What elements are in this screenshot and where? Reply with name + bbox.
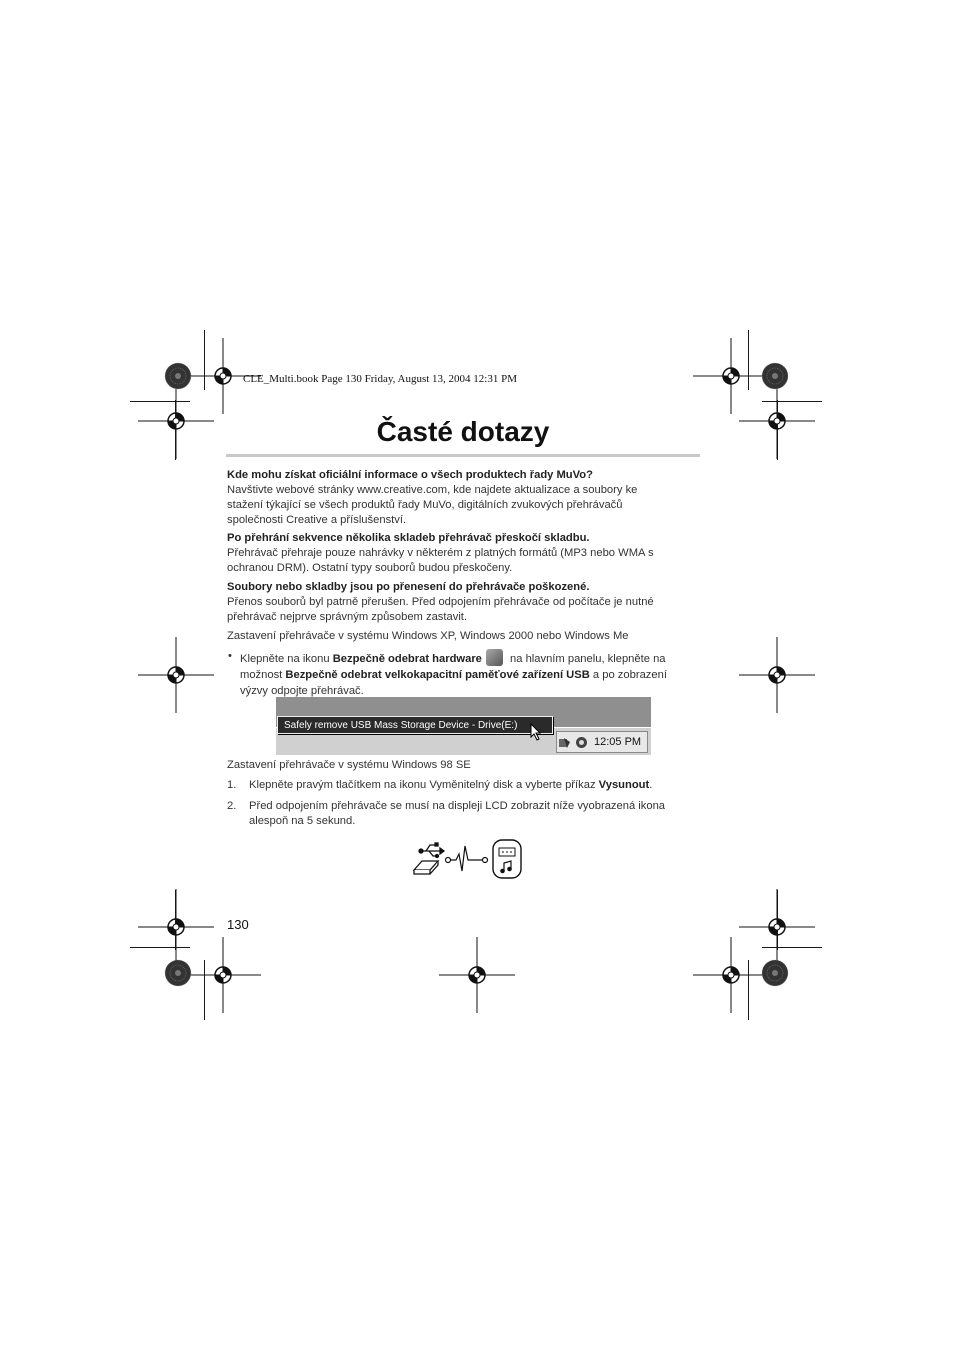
faq-answer-line: přehrávač nejprve správným způsobem zastavit.	[227, 611, 468, 623]
mouse-cursor-icon	[530, 723, 542, 741]
page-number: 130	[227, 917, 249, 932]
safely-remove-label: Bezpečně odebrat hardware	[332, 653, 482, 665]
faq-answer-line: Přehrávač přehraje pouze nahrávky v některém z platných formátů (MP3 nebo WMA s	[227, 547, 654, 559]
usb-storage-option-label: Bezpečně odebrat velkokapacitní paměťové zařízení USB	[285, 669, 590, 681]
step-number: 1.	[227, 779, 237, 791]
eject-command: Vysunout	[598, 779, 650, 791]
bullet-marker: •	[228, 650, 232, 662]
page-title: Časté dotazy	[376, 416, 550, 447]
step-2: Před odpojením přehrávače se musí na displeji LCD zobrazit níže vyobrazená ikona alespoň na 5 sekund.	[249, 800, 666, 827]
book-header: CLE_Multi.book Page 130 Friday, August 13, 2004 12:31 PM	[243, 373, 517, 385]
faq-answer-line: Navštivte webové stránky www.creative.com, kde najdete aktualizace a soubory ke	[227, 484, 638, 496]
faq-question: Soubory nebo skladby jsou po přenesení do přehrávače poškozené.	[227, 581, 590, 593]
title-rule	[226, 454, 700, 457]
faq-item-2	[227, 531, 697, 576]
faq-item-3	[227, 580, 697, 625]
faq-item-1	[227, 468, 697, 528]
safely-remove-hardware-icon[interactable]	[558, 736, 571, 749]
disk-icon	[414, 861, 438, 874]
disconnect-ready-icon	[410, 838, 525, 880]
xp-heading: Zastavení přehrávače v systému Windows XP, Windows 2000 nebo Windows Me	[227, 630, 629, 642]
faq-question: Kde mohu získat oficiální informace o všech produktech řady MuVo?	[227, 469, 593, 481]
taskbar-screenshot	[276, 697, 651, 755]
safely-remove-usb-menu-item[interactable]: Safely remove USB Mass Storage Device - Drive(E:)	[277, 716, 553, 734]
faq-answer-line: společnosti Creative a příslušenství.	[227, 514, 407, 526]
step-number: 2.	[227, 800, 237, 812]
faq-answer-line: ochranou DRM). Ostatní typy souborů budou přeskočeny.	[227, 562, 513, 574]
taskbar-clock: 12:05 PM	[594, 736, 642, 748]
player-icon	[493, 840, 521, 878]
faq-answer-line: Přenos souborů byl patrně přerušen. Před odpojením přehrávače od počítače je nutné	[227, 596, 654, 608]
usb-icon	[419, 843, 444, 858]
safely-remove-hardware-icon	[486, 649, 503, 666]
cable-icon	[446, 846, 488, 871]
faq-question: Po přehrání sekvence několika skladeb přehrávač přeskočí skladbu.	[227, 532, 590, 544]
volume-icon[interactable]	[575, 736, 588, 749]
xp-instruction: Klepněte na ikonu Bezpečně odebrat hardware na hlavním panelu, klepněte na možnost Bezpečně odebrat velkokapacitní paměťové zařízení USB a po zobrazení výzvy odpojte přehrávač.	[240, 649, 700, 699]
faq-answer-line: stažení týkající se všech produktů řady MuVo, digitálních zvukových přehrávačů	[227, 499, 623, 511]
step-1: Klepněte pravým tlačítkem na ikonu Vyměnitelný disk a vyberte příkaz Vysunout.	[249, 779, 653, 791]
w98-heading: Zastavení přehrávače v systému Windows 98 SE	[227, 759, 471, 771]
